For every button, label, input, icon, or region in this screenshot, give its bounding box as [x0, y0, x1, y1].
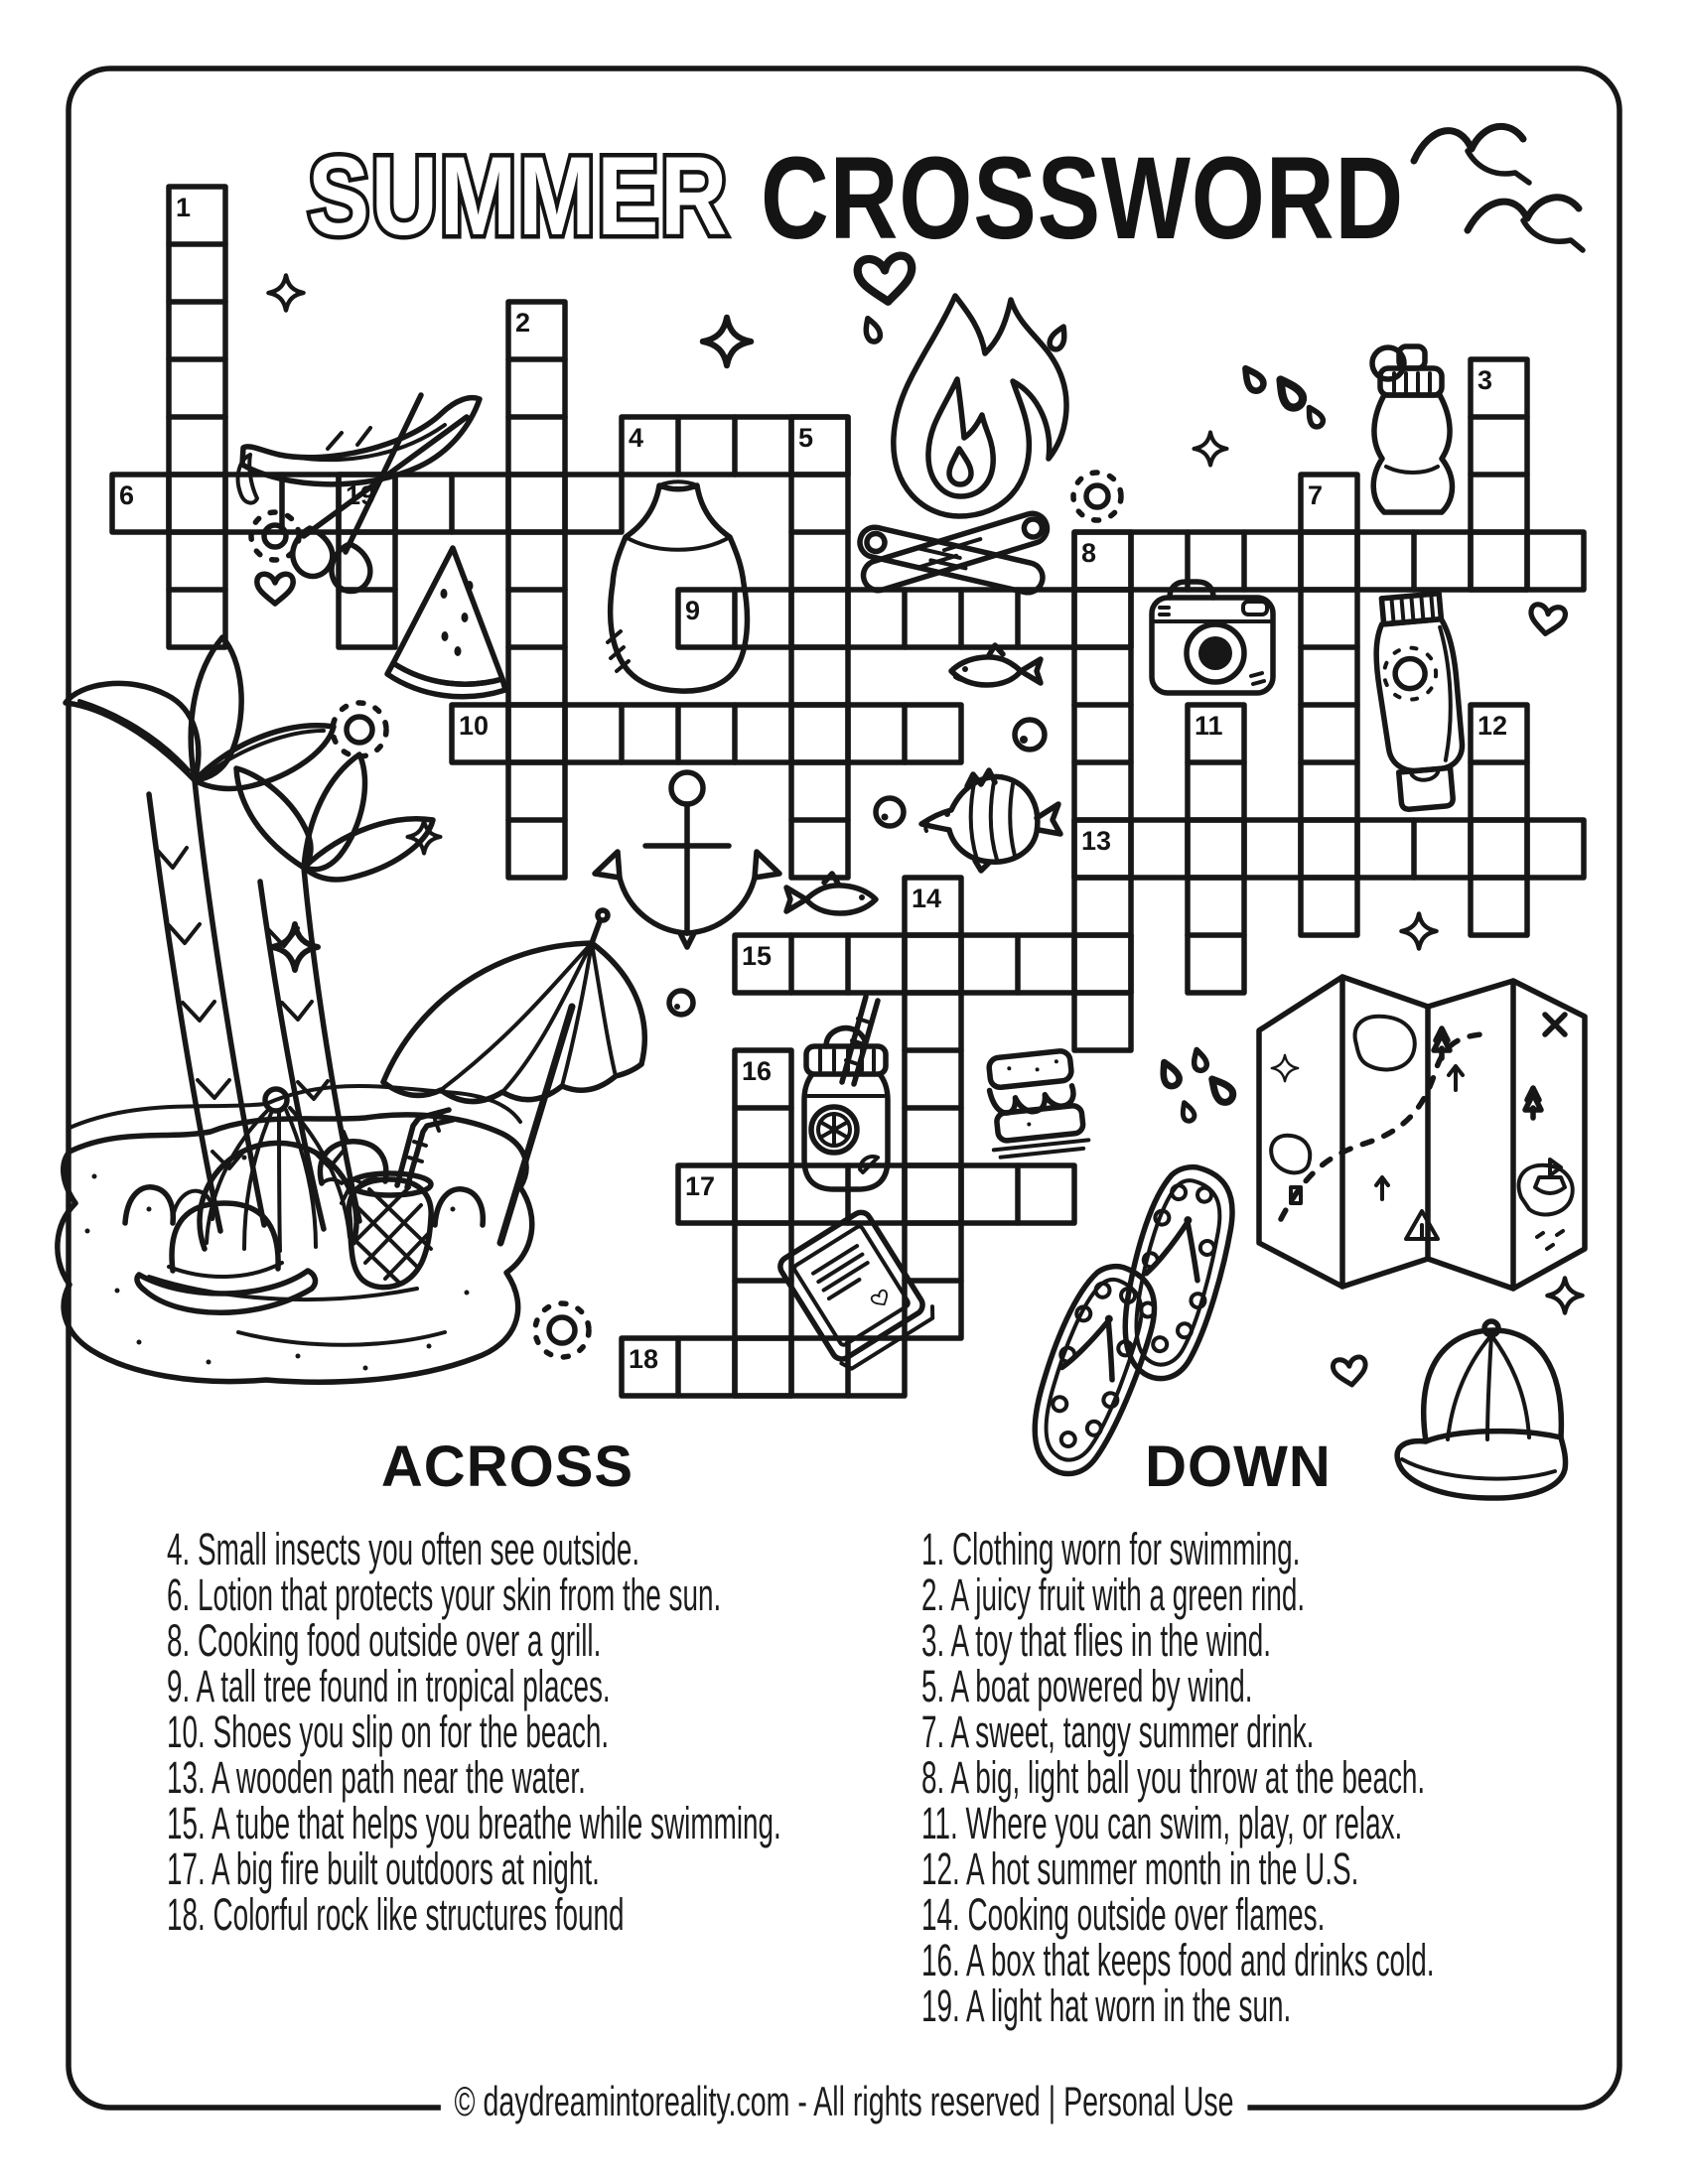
treasure-map-icon	[1259, 977, 1585, 1289]
tropical-fish-icon	[921, 770, 1060, 871]
across-clue: 15. A tube that helps you breathe while swimming.	[167, 1798, 781, 1848]
cell-number-2: 2	[515, 308, 531, 338]
cell-number-11: 11	[1195, 711, 1223, 741]
flame-drop	[949, 449, 971, 484]
across-run-15	[735, 935, 1131, 993]
down-run-11	[1188, 705, 1244, 993]
water-bottle-icon	[1372, 346, 1453, 512]
water-droplets-icon	[1158, 1048, 1236, 1123]
cell-number-1: 1	[176, 193, 192, 222]
cell-number-17: 17	[685, 1171, 716, 1201]
cell-number-3: 3	[1477, 365, 1493, 395]
spark	[1048, 324, 1069, 351]
swimsuit-icon	[608, 481, 747, 691]
down-clue: 5. A boat powered by wind.	[921, 1661, 1253, 1711]
across-run-17	[678, 1165, 1074, 1223]
cell-number-5: 5	[798, 423, 814, 453]
across-clue-list	[167, 1524, 819, 1940]
anchor-icon	[595, 772, 779, 947]
cell-number-18: 18	[629, 1344, 659, 1374]
down-clue: 7. A sweet, tangy summer drink.	[921, 1706, 1315, 1757]
title-word-crossword: CROSSWORD	[761, 133, 1404, 264]
smore-icon	[984, 1049, 1089, 1158]
cell-number-19: 19	[346, 480, 376, 510]
down-header: DOWN	[1145, 1434, 1332, 1499]
camera-icon	[1152, 582, 1273, 693]
down-clue: 2. A juicy fruit with a green rind.	[921, 1570, 1306, 1620]
flame-outer	[894, 296, 1066, 516]
cell-number-7: 7	[1308, 480, 1324, 510]
log	[860, 510, 1051, 595]
book-icon	[776, 1205, 937, 1373]
flame-inner	[928, 379, 993, 496]
baseball-cap-icon	[1397, 1321, 1565, 1498]
down-clue: 1. Clothing worn for swimming.	[921, 1524, 1301, 1574]
across-clue: 18. Colorful rock like structures found	[167, 1889, 625, 1940]
title-word-summer: SUMMER	[308, 134, 729, 258]
sun-hat-icon	[137, 1203, 315, 1312]
water-droplets-icon	[1239, 364, 1325, 429]
campfire-icon	[857, 296, 1069, 596]
down-run-8	[1074, 532, 1131, 1050]
across-clue: 4. Small insects you often see outside.	[167, 1524, 640, 1574]
across-clue: 9. A tall tree found in tropical places.	[167, 1661, 611, 1711]
down-clue-list	[921, 1524, 1574, 2031]
footer-credit: © daydreamintoreality.com - All rights reserved | Personal Use	[441, 2079, 1247, 2124]
cell-number-9: 9	[685, 596, 701, 625]
cell-number-8: 8	[1081, 538, 1097, 568]
down-clue: 14. Cooking outside over flames.	[921, 1889, 1326, 1940]
cell-number-12: 12	[1477, 711, 1508, 741]
sunscreen-icon	[1371, 593, 1468, 811]
mason-jar-icon	[804, 997, 888, 1189]
fish-icon	[951, 645, 1041, 685]
seagulls-icon	[1414, 126, 1583, 250]
down-clue: 16. A box that keeps food and drinks cold.	[921, 1935, 1435, 1985]
down-clue: 12. A hot summer month in the U.S.	[921, 1843, 1359, 1894]
across-header: ACROSS	[380, 1434, 634, 1499]
cell-number-10: 10	[459, 711, 490, 741]
across-clue: 8. Cooking food outside over a grill.	[167, 1615, 602, 1666]
watermelon-icon	[387, 548, 505, 697]
down-clue: 19. A light hat worn in the sun.	[921, 1980, 1292, 2031]
palm-trees-icon	[66, 637, 433, 1231]
beach-ball-icon	[200, 1089, 356, 1251]
down-clue: 11. Where you can swim, play, or relax.	[921, 1798, 1403, 1848]
down-clue: 8. A big, light ball you throw at the beach.	[921, 1752, 1426, 1803]
map-tree	[1434, 1028, 1450, 1058]
cell-number-13: 13	[1081, 826, 1112, 856]
spark	[862, 316, 883, 343]
across-clue: 6. Lotion that protects your skin from the sun.	[167, 1570, 722, 1620]
cell-number-6: 6	[119, 480, 135, 510]
crossword-grid	[112, 187, 1584, 1396]
across-clue: 13. A wooden path near the water.	[167, 1752, 586, 1803]
across-clue: 17. A big fire built outdoors at night.	[167, 1843, 600, 1894]
across-run-8	[1074, 532, 1584, 590]
cell-number-4: 4	[629, 423, 644, 453]
across-run-10	[452, 705, 961, 762]
down-clue: 3. A toy that flies in the wind.	[921, 1615, 1272, 1666]
cell-number-16: 16	[742, 1056, 773, 1086]
cell-number-14: 14	[912, 884, 942, 913]
across-clue: 10. Shoes you slip on for the beach.	[167, 1706, 610, 1757]
map-tree	[1525, 1088, 1541, 1118]
cell-number-15: 15	[742, 941, 773, 971]
across-run-13	[1074, 820, 1584, 878]
